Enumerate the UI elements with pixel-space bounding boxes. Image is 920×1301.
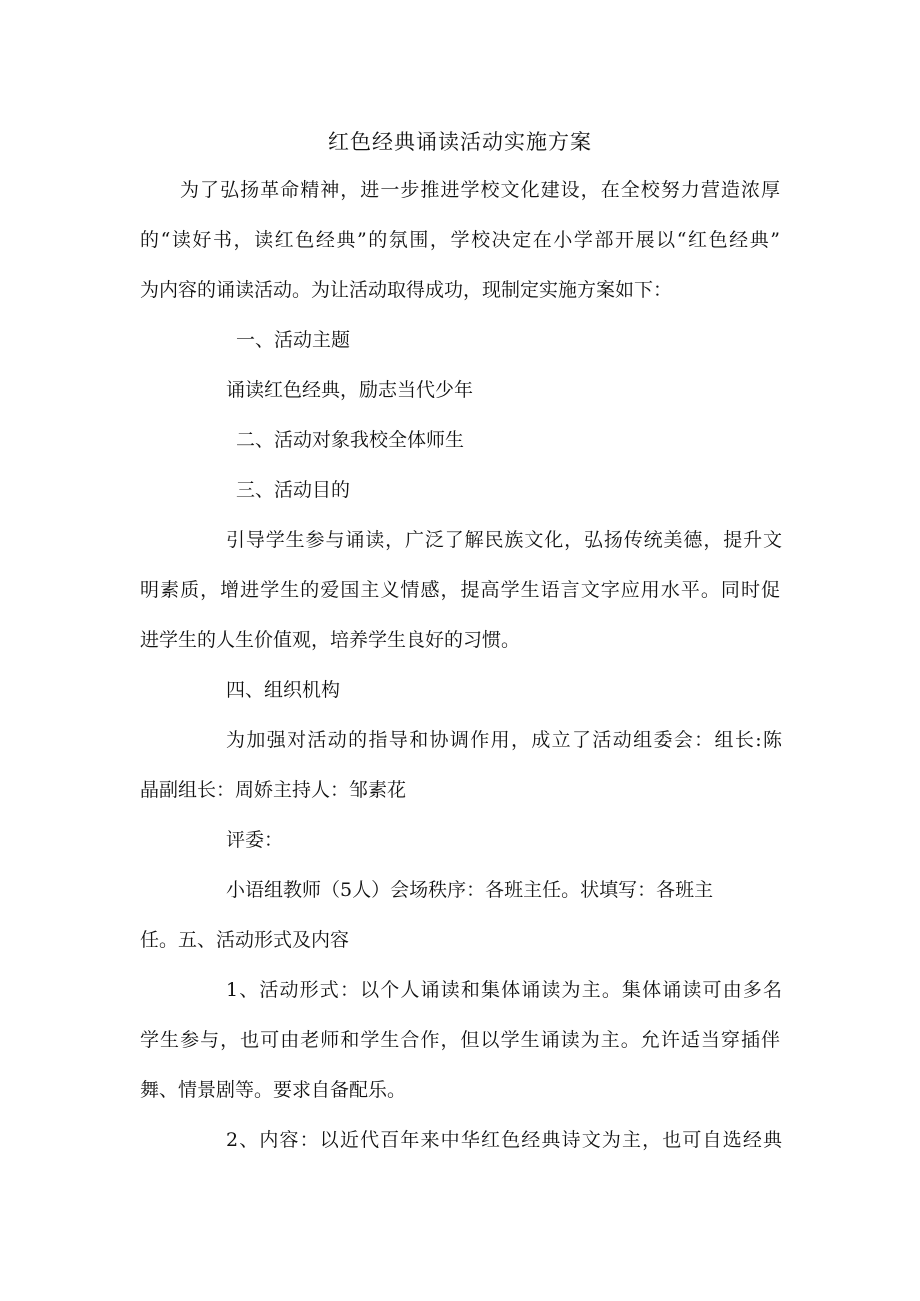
- section4-body-line-2: 晶副组长：周娇主持人：邹素花: [140, 779, 407, 801]
- section3-body-line-1: 引导学生参与诵读，广泛了解民族文化，弘扬传统美德，提升文: [226, 529, 782, 551]
- intro-line-2: 的“读好书，读红色经典”的氛围，学校决定在小学部开展以“红色经典”: [140, 229, 780, 251]
- item2-line-1: 2、内容：以近代百年来中华红色经典诗文为主，也可自选经典: [226, 1129, 782, 1151]
- item1-line-1: 1、活动形式：以个人诵读和集体诵读为主。集体诵读可由多名: [226, 979, 782, 1001]
- judges-label: 评委：: [226, 829, 284, 851]
- intro-line-3: 为内容的诵读活动。为让活动取得成功，现制定实施方案如下：: [140, 279, 673, 301]
- section2-heading: 二、活动对象我校全体师生: [236, 429, 465, 451]
- judges-body-line-2: 任。五、活动形式及内容: [140, 929, 350, 951]
- intro-line-1: 为了弘扬革命精神，进一步推进学校文化建设，在全校努力营造浓厚: [180, 179, 780, 201]
- item1-line-3: 舞、情景剧等。要求自备配乐。: [140, 1079, 407, 1101]
- judges-body-line-1: 小语组教师（5人）会场秩序：各班主任。状填写：各班主: [226, 879, 714, 901]
- section3-heading: 三、活动目的: [236, 479, 351, 501]
- section1-body: 诵读红色经典，励志当代少年: [226, 379, 474, 401]
- section3-body-line-3: 进学生的人生价值观，培养学生良好的习惯。: [140, 629, 521, 651]
- section4-body-line-1: 为加强对活动的指导和协调作用，成立了活动组委会：组长:陈: [226, 729, 782, 751]
- section3-body-line-2: 明素质，增进学生的爱国主义情感，提高学生语言文字应用水平。同时促: [140, 579, 780, 601]
- section4-heading: 四、组织机构: [226, 679, 341, 701]
- item1-line-2: 学生参与，也可由老师和学生合作，但以学生诵读为主。允许适当穿插伴: [140, 1029, 780, 1051]
- document-title: 红色经典诵读活动实施方案: [328, 130, 592, 154]
- section1-heading: 一、活动主题: [236, 329, 351, 351]
